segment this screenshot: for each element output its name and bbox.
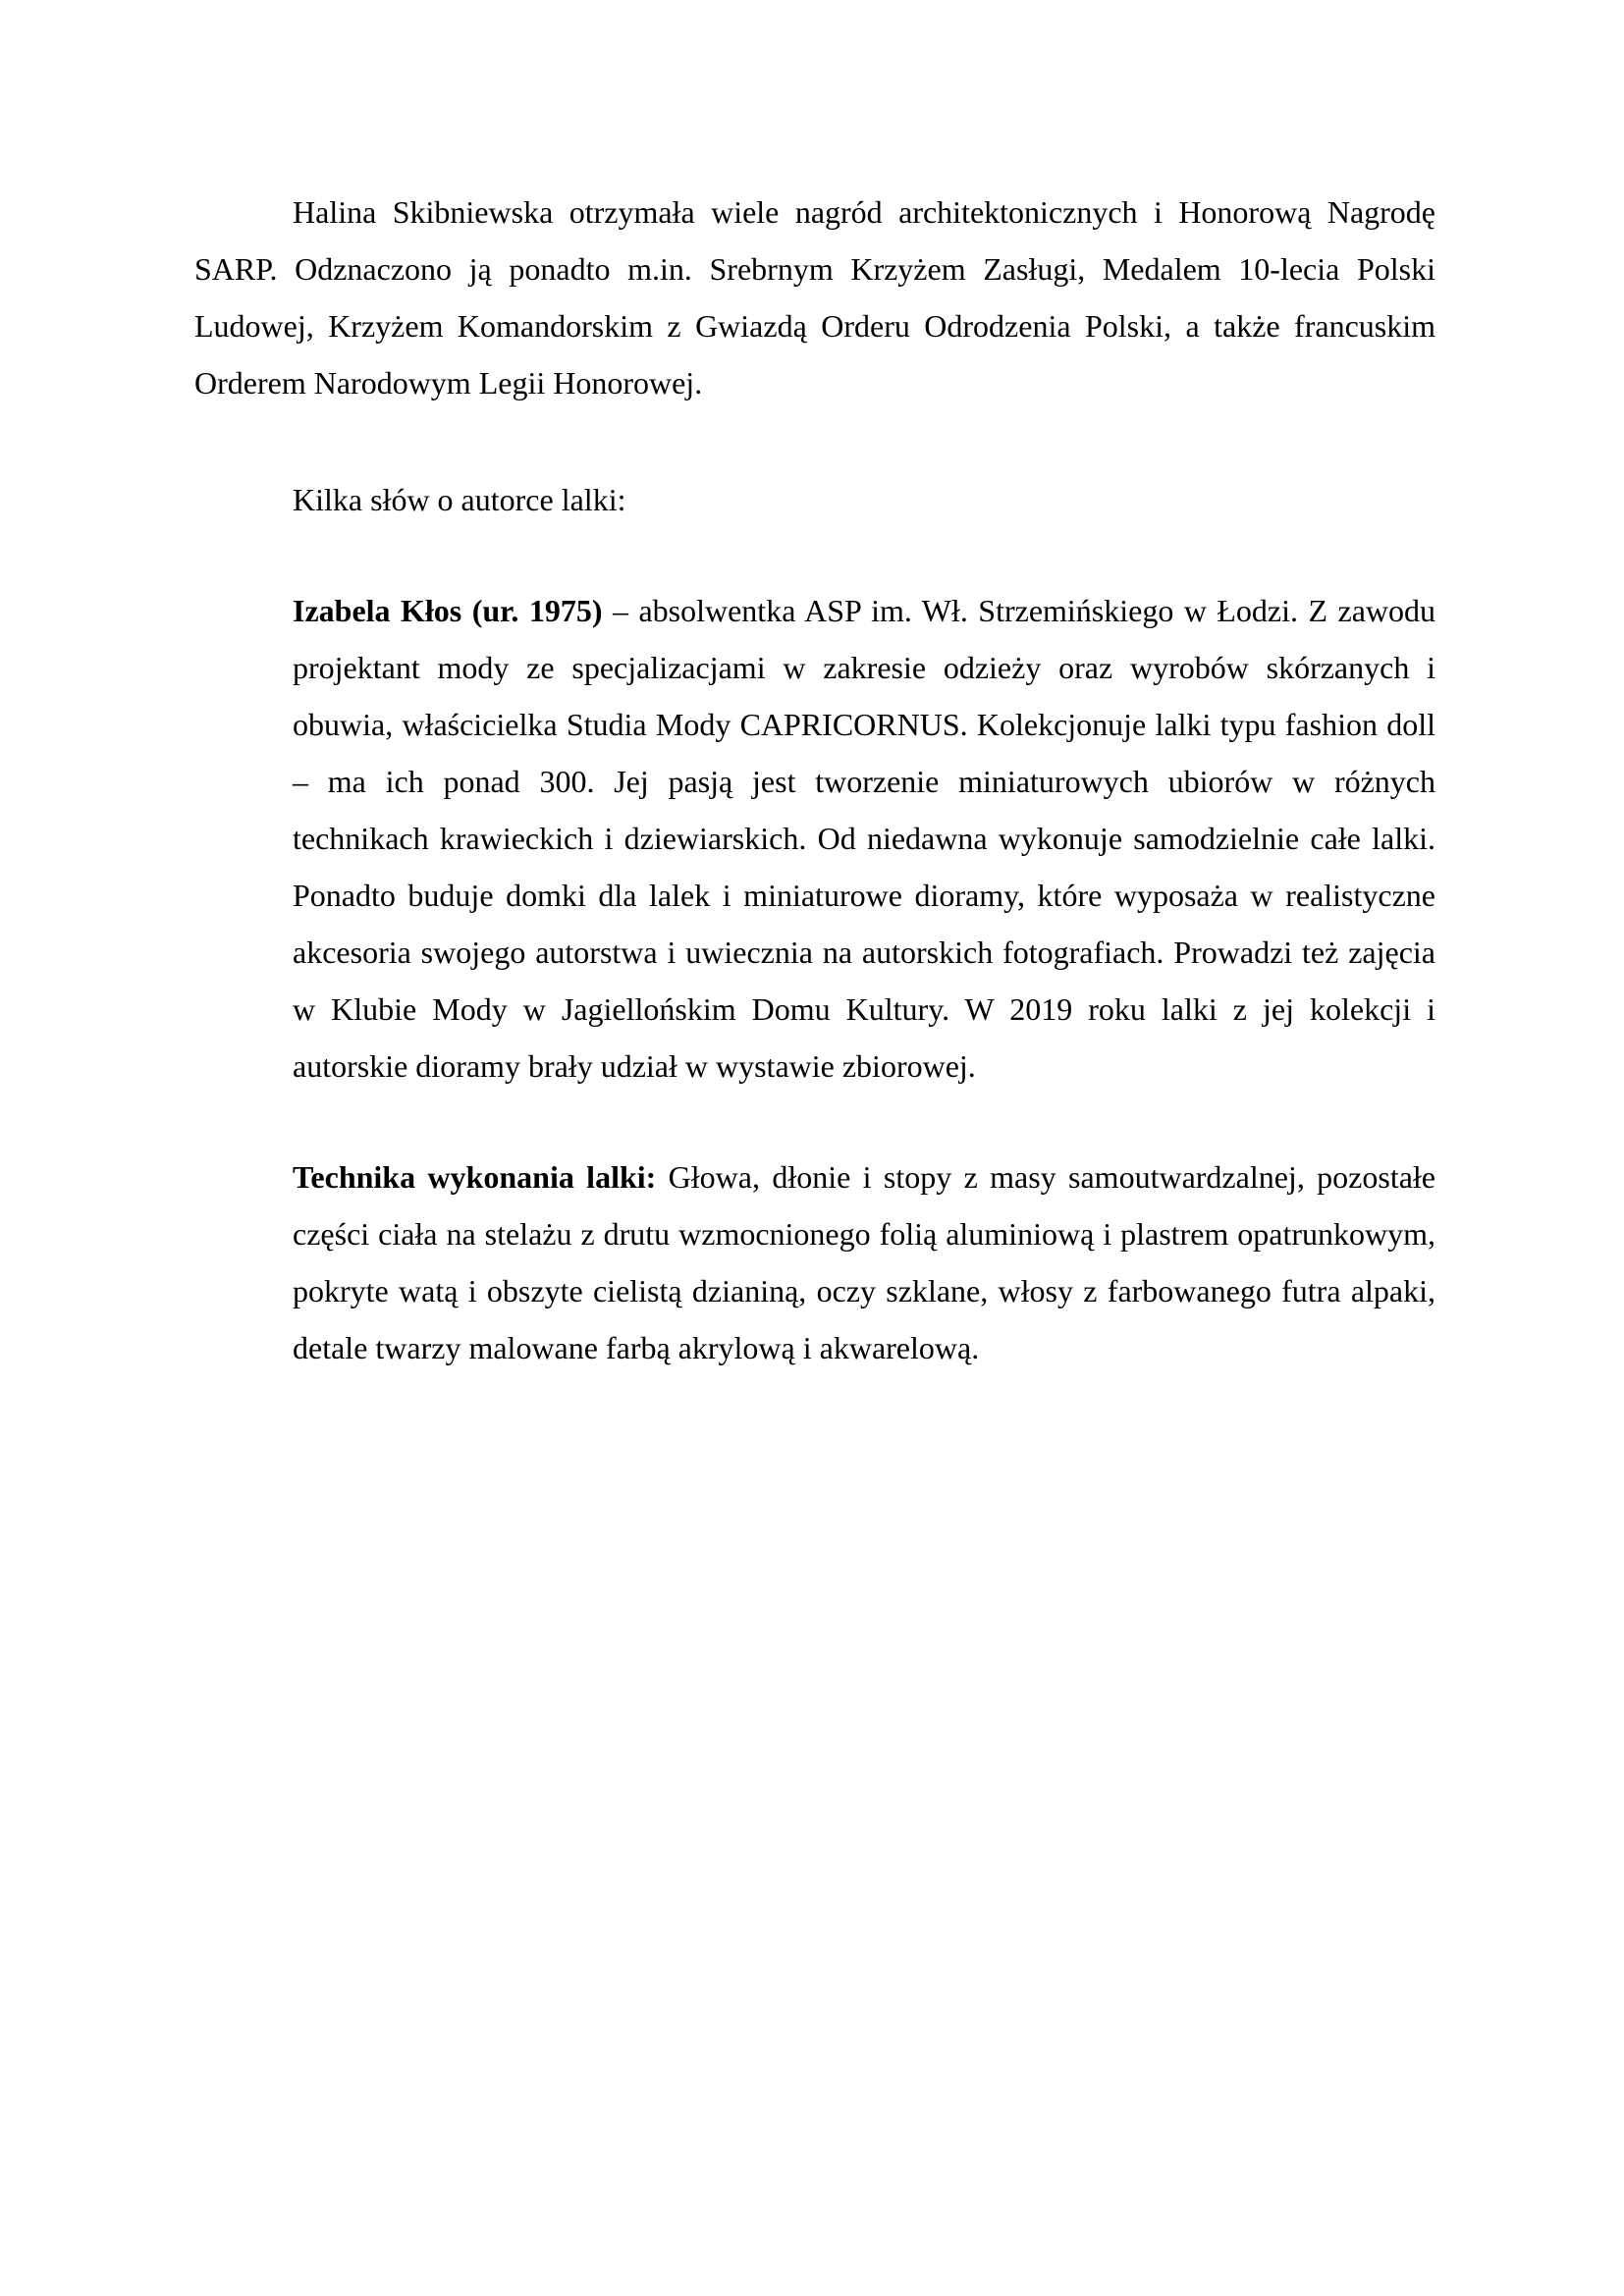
author-bio-text: – absolwentka ASP im. Wł. Strzemińskiego w Łodzi. Z zawodu projektant mody ze specjalizacjami w zakresie odzieży oraz wyrobów skórzanych i obuwia, właścicielka Studia Mody CAPRICORNUS. Kolekcjonuje lalki typu fashion doll – ma ich ponad 300. Jej pasją jest tworzenie miniaturowych ubiorów w różnych technikach krawieckich i dziewiarskich. Od niedawna wykonuje samodzielnie całe lalki. Ponadto buduje domki dla lalek i miniaturowe dioramy, które wyposaża w realistyczne akcesoria swojego autorstwa i uwiecznia na autorskich fotografiach. Prowadzi też zajęcia w Klubie Mody w Jagiellońskim Domu Kultury. W 2019 roku lalki z jej kolekcji i autorskie dioramy brały udział w wystawie zbiorowej.	[293, 593, 1436, 1084]
technique-text: Głowa, dłonie i stopy z masy samoutwardzalnej, pozostałe części ciała na stelażu z drutu wzmocnionego folią aluminiową i plastrem opatrunkowym, pokryte watą i obszyte cielistą dzianiną, oczy szklane, włosy z farbowanego futra alpaki, detale twarzy malowane farbą akrylową i akwarelową.	[293, 1159, 1436, 1365]
author-bio-paragraph	[293, 582, 1435, 1095]
technique-label: Technika wykonania lalki:	[293, 1159, 657, 1195]
awards-paragraph: Halina Skibniewska otrzymała wiele nagród architektonicznych i Honorową Nagrodę SARP. Odznaczono ją ponadto m.in. Srebrnym Krzyżem Zasługi, Medalem 10-lecia Polski Ludowej, Krzyżem Komandorskim z Gwiazdą Orderu Odrodzenia Polski, a także francuskim Orderem Narodowym Legii Honorowej.	[194, 194, 1435, 400]
technique-paragraph	[293, 1148, 1435, 1376]
author-intro-heading: Kilka słów o autorce lalki:	[293, 482, 626, 517]
author-name: Izabela Kłos (ur. 1975)	[293, 593, 603, 628]
